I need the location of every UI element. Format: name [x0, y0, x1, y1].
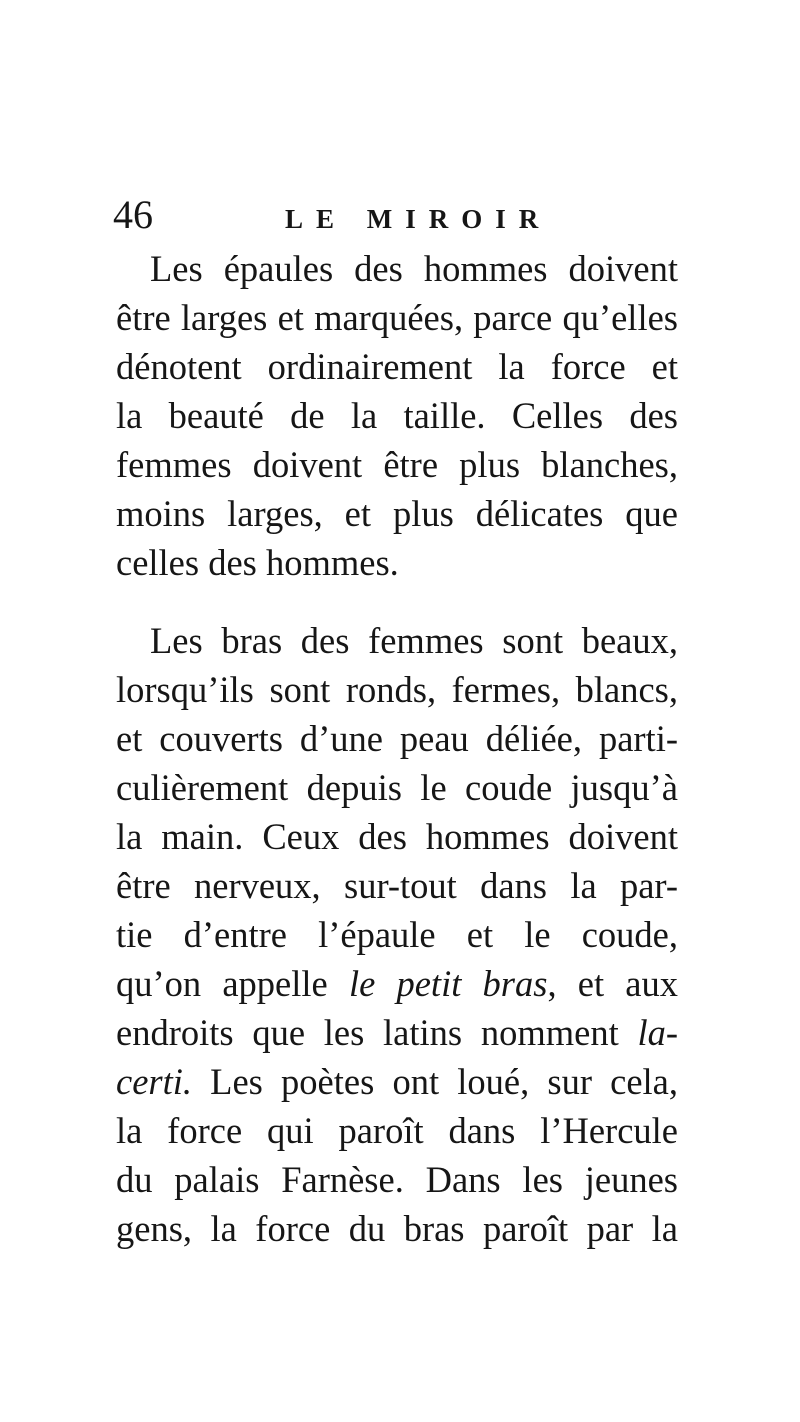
- running-title: LE MIROIR: [285, 204, 552, 234]
- text-segment: , et aux: [547, 963, 679, 1004]
- page-number: 46: [113, 192, 153, 237]
- italic-phrase: la-: [637, 1012, 678, 1053]
- page-header: [113, 190, 693, 240]
- text-line: tie d’entre l’épaule et le coude,: [116, 914, 678, 955]
- text-line: du palais Farnèse. Dans les jeunes: [116, 1159, 678, 1200]
- text-line: gens, la force du bras paroît par la: [116, 1208, 678, 1249]
- italic-phrase: certi.: [116, 1061, 193, 1102]
- text-segment: qu’on appelle: [116, 963, 349, 1004]
- text-line: [116, 1009, 678, 1057]
- text-segment: Les poètes ont loué, sur cela,: [192, 1061, 678, 1102]
- text-line: être larges et marquées, parce qu’elles: [116, 297, 678, 338]
- text-line: être nerveux, sur-tout dans la par-: [116, 865, 678, 906]
- text-line: femmes doivent être plus blanches,: [116, 444, 678, 485]
- text-line: moins larges, et plus délicates que: [116, 493, 678, 534]
- text-line: dénotent ordinairement la force et: [116, 346, 678, 387]
- text-segment: endroits que les latins nomment: [116, 1012, 638, 1053]
- text-line: Les épaules des hommes doivent: [150, 248, 678, 289]
- text-line: celles des hommes.: [116, 542, 399, 583]
- text-line: et couverts d’une peau déliée, parti-: [116, 718, 678, 759]
- text-line: la main. Ceux des hommes doivent: [116, 816, 678, 857]
- italic-phrase: le petit bras: [348, 963, 548, 1004]
- text-line: Les bras des femmes sont beaux,: [150, 620, 678, 661]
- text-line: [116, 1058, 678, 1106]
- text-line: culièrement depuis le coude jusqu’à: [116, 767, 678, 808]
- text-line: [116, 960, 678, 1008]
- text-line: la force qui paroît dans l’Hercule: [116, 1110, 678, 1151]
- text-line: la beauté de la taille. Celles des: [116, 395, 678, 436]
- text-line: lorsqu’ils sont ronds, fermes, blancs,: [116, 669, 678, 710]
